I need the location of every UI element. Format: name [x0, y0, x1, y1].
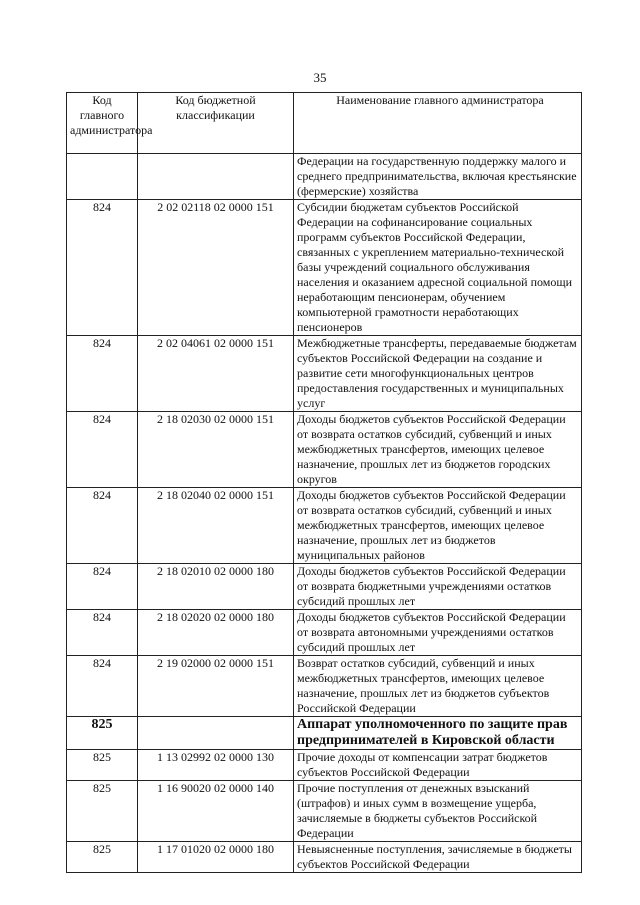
- admin-code-cell: 824: [67, 610, 138, 656]
- admin-code-cell: 825: [67, 842, 138, 873]
- admin-name-cell: Прочие доходы от компенсации затрат бюджетов субъектов Российской Федерации: [294, 750, 582, 781]
- table-header-row: [67, 93, 582, 154]
- admin-code-cell: 824: [67, 412, 138, 488]
- header-budget-code: Код бюджетной классификации: [138, 93, 294, 154]
- admin-code-cell: 824: [67, 200, 138, 336]
- budget-classification-table: [66, 92, 582, 873]
- admin-name-cell: Межбюджетные трансферты, передаваемые бюджетам субъектов Российской Федерации на создание и развитие сети многофункциональных центров предоставления государственных и муниципальных услуг: [294, 336, 582, 412]
- admin-name-cell: Аппарат уполномоченного по защите прав предпринимателей в Кировской области: [294, 717, 582, 750]
- admin-code-cell: 824: [67, 564, 138, 610]
- table-row: [67, 750, 582, 781]
- admin-name-cell: Прочие поступления от денежных взысканий (штрафов) и иных сумм в возмещение ущерба, зачисляемые в бюджеты субъектов Российской Федерации: [294, 781, 582, 842]
- budget-code-cell: 2 02 02118 02 0000 151: [138, 200, 294, 336]
- table-row: [67, 717, 582, 750]
- budget-code-cell: [138, 717, 294, 750]
- admin-name-cell: Доходы бюджетов субъектов Российской Федерации от возврата остатков субсидий, субвенций и иных межбюджетных трансфертов, имеющих целевое назначение, прошлых лет из бюджетов городских округов: [294, 412, 582, 488]
- admin-name-cell: Доходы бюджетов субъектов Российской Федерации от возврата автономными учреждениями остатков субсидий прошлых лет: [294, 610, 582, 656]
- admin-name-cell: Федерации на государственную поддержку малого и среднего предпринимательства, включая крестьянские (фермерские) хозяйства: [294, 154, 582, 200]
- table-row: [67, 781, 582, 842]
- budget-code-cell: 1 13 02992 02 0000 130: [138, 750, 294, 781]
- admin-code-cell: [67, 154, 138, 200]
- budget-code-cell: 2 18 02030 02 0000 151: [138, 412, 294, 488]
- table-row: [67, 488, 582, 564]
- budget-code-cell: 2 18 02010 02 0000 180: [138, 564, 294, 610]
- header-admin-name: Наименование главного администратора: [294, 93, 582, 154]
- admin-code-cell: 825: [67, 717, 138, 750]
- admin-code-cell: 824: [67, 336, 138, 412]
- budget-code-cell: 1 17 01020 02 0000 180: [138, 842, 294, 873]
- admin-code-cell: 824: [67, 656, 138, 717]
- admin-code-cell: 824: [67, 488, 138, 564]
- page-number: 35: [313, 70, 327, 85]
- table-row: [67, 842, 582, 873]
- table-row: [67, 610, 582, 656]
- table-row: [67, 564, 582, 610]
- admin-code-cell: 825: [67, 750, 138, 781]
- budget-code-cell: 2 02 04061 02 0000 151: [138, 336, 294, 412]
- table-row: [67, 412, 582, 488]
- admin-name-cell: Доходы бюджетов субъектов Российской Федерации от возврата бюджетными учреждениями остатков субсидий прошлых лет: [294, 564, 582, 610]
- table-row: [67, 336, 582, 412]
- admin-name-cell: Доходы бюджетов субъектов Российской Федерации от возврата остатков субсидий, субвенций и иных межбюджетных трансфертов, имеющих целевое назначение, прошлых лет из бюджетов муниципальных районов: [294, 488, 582, 564]
- budget-code-cell: 2 18 02020 02 0000 180: [138, 610, 294, 656]
- table-row: [67, 200, 582, 336]
- header-admin-code: Код главного администратора: [67, 93, 138, 154]
- budget-code-cell: 2 18 02040 02 0000 151: [138, 488, 294, 564]
- admin-code-cell: 825: [67, 781, 138, 842]
- table-row: [67, 154, 582, 200]
- admin-name-cell: Невыясненные поступления, зачисляемые в бюджеты субъектов Российской Федерации: [294, 842, 582, 873]
- table-row: [67, 656, 582, 717]
- admin-name-cell: Возврат остатков субсидий, субвенций и иных межбюджетных трансфертов, имеющих целевое назначение, прошлых лет из бюджетов субъектов Российской Федерации: [294, 656, 582, 717]
- budget-code-cell: 1 16 90020 02 0000 140: [138, 781, 294, 842]
- budget-code-cell: 2 19 02000 02 0000 151: [138, 656, 294, 717]
- budget-code-cell: [138, 154, 294, 200]
- admin-name-cell: Субсидии бюджетам субъектов Российской Федерации на софинансирование социальных программ субъектов Российской Федерации, связанных с укреплением материально-технической базы учреждений социального обслуживания населения и оказанием адресной социальной помощи неработающим пенсионерам, обучением компьютерной грамотности неработающих пенсионеров: [294, 200, 582, 336]
